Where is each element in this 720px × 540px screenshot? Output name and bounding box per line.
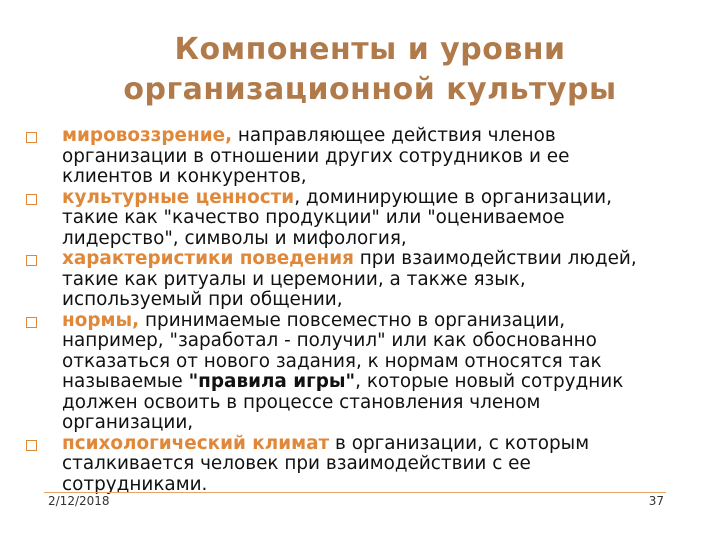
bullet-list [24,126,694,495]
bullet-keyword: характеристики поведения [62,248,354,269]
footer-divider [44,492,666,493]
bullet-text: при взаимодействии людей, такие как ритуалы и церемонии, а также язык, используемый при общении, [62,248,637,310]
bullet-text: направляющее действия членов организации в отношении других сотрудников и ее клиентов и конкурентов, [62,125,570,187]
checkbox-bullet-icon [26,194,37,205]
slide-title [70,30,670,110]
page-number: 37 [648,494,664,508]
bullet-text: в организации, с которым сталкивается человек при взаимодействии с ее сотрудниками. [62,432,590,495]
bullet-text: , доминирующие в организации, такие как "качество продукции" или "оцениваемое лидерство", символы и мифология, [62,186,612,249]
bullet-keyword: психологический климат [62,432,330,454]
title-line-1: Компоненты и уровни [174,32,566,67]
footer-date: 2/12/2018 [48,494,110,508]
checkbox-bullet-icon [26,255,37,266]
bullet-keyword: культурные ценности [62,186,295,208]
bullet-text: принимаемые повсеместно в организации, например, "заработал - получил" или как обоснованно отказаться от нового задания, к нормам относятся так называемые [62,309,602,392]
bullet-psychological-climate [24,434,694,496]
checkbox-bullet-icon [26,440,37,451]
bullet-cultural-values [24,188,694,250]
bullet-text-continued: , которые новый сотрудник должен освоить в процессе становления членом организации, [62,371,624,433]
title-line-2: организационной культуры [123,72,617,107]
bullet-strong-text: "правила игры" [188,371,356,392]
bullet-worldview [24,126,694,188]
bullet-keyword: мировоззрение, [62,125,233,146]
bullet-keyword: нормы, [62,309,140,331]
checkbox-bullet-icon [26,132,37,143]
checkbox-bullet-icon [26,317,37,328]
bullet-behavior [24,249,694,311]
bullet-norms [24,311,694,434]
